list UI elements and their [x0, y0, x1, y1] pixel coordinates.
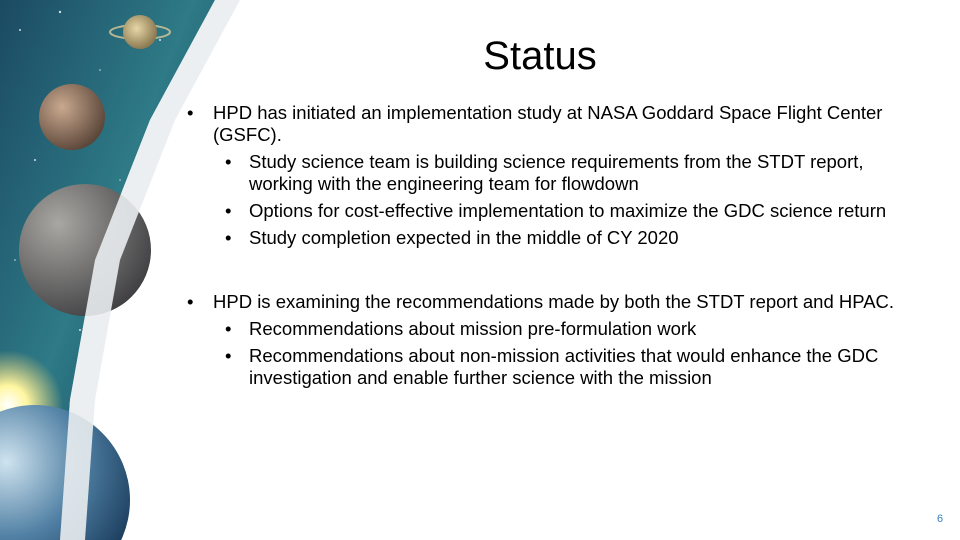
sub-bullet-item: • Recommendations about non-mission activities that would enhance the GDC investigation and enable further science with the mission — [185, 345, 905, 389]
sub-bullet-item: • Options for cost-effective implementation to maximize the GDC science return — [185, 200, 905, 222]
status-section-implementation-study — [185, 102, 905, 249]
bullet-item: • HPD has initiated an implementation study at NASA Goddard Space Flight Center (GSFC). — [185, 102, 905, 146]
sub-bullet-item: • Study completion expected in the middle of CY 2020 — [185, 227, 905, 249]
bullet-item: • HPD is examining the recommendations made by both the STDT report and HPAC. — [185, 291, 905, 313]
page-number: 6 — [936, 513, 944, 525]
slide-content — [185, 102, 905, 389]
sub-bullet-item: • Study science team is building science requirements from the STDT report, working with the engineering team for flowdown — [185, 151, 905, 195]
sub-bullet-item: • Recommendations about mission pre-formulation work — [185, 318, 905, 340]
slide-title: Status — [483, 34, 597, 78]
status-section-recommendations — [185, 291, 905, 389]
